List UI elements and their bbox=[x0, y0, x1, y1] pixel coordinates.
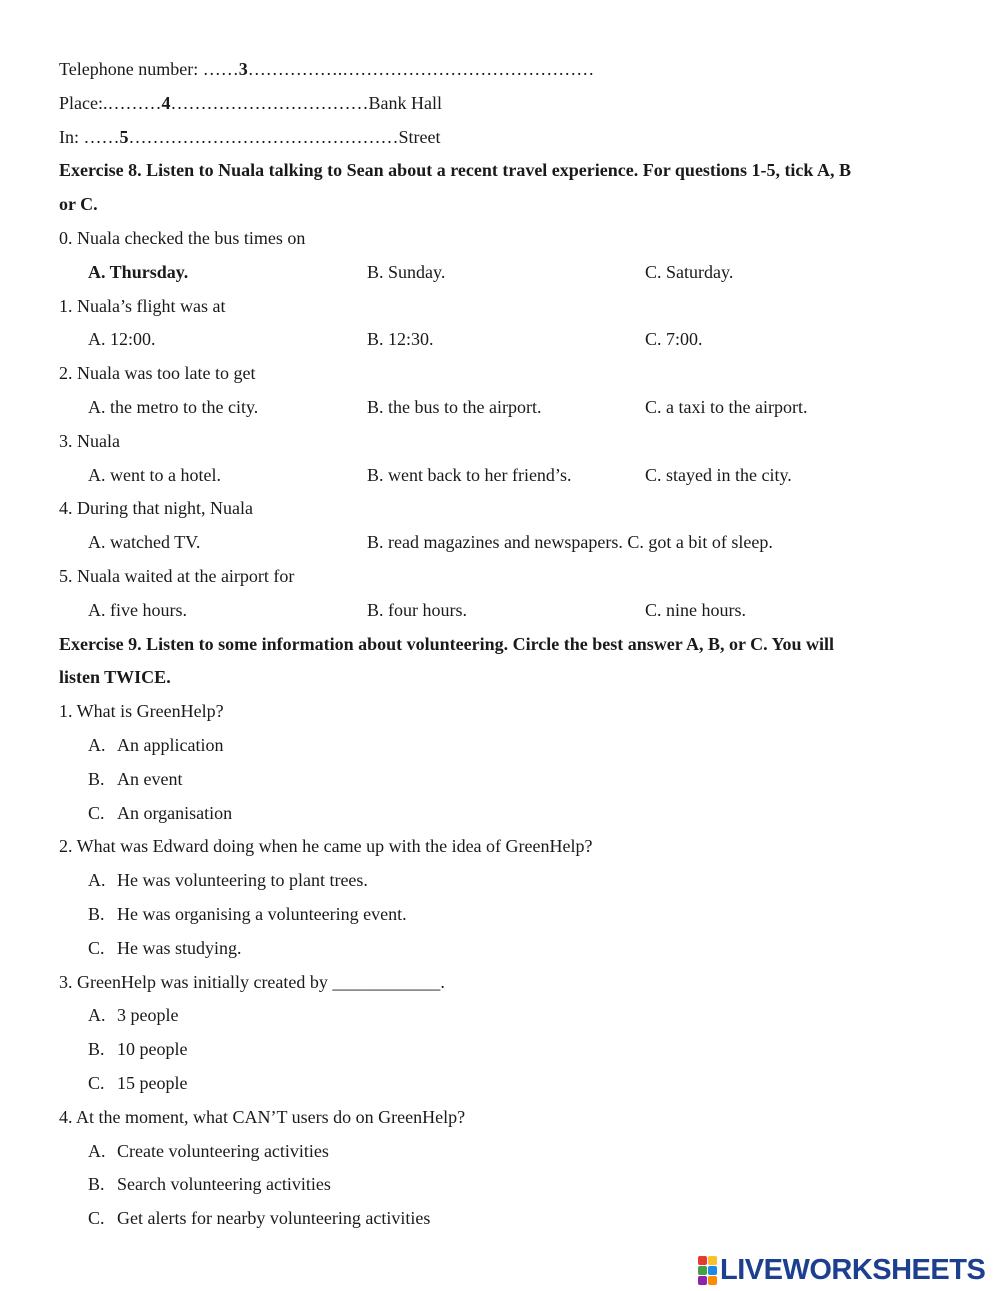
ex8-option-c[interactable]: C. a taxi to the airport. bbox=[645, 396, 808, 417]
ex8-option-a[interactable]: A. five hours. bbox=[88, 599, 187, 620]
ex8-option-b[interactable]: B. Sunday. bbox=[367, 261, 446, 282]
field-place: Place:.………4……………………………Bank Hall bbox=[59, 92, 442, 113]
field-telephone: Telephone number: ……3…………….…………………………………… bbox=[59, 59, 595, 79]
exercise9-heading: Exercise 9. Listen to some information about volunteering. Circle the best answer A, B, or C. You will bbox=[59, 633, 834, 654]
ex8-option-b[interactable]: B. 12:30. bbox=[367, 329, 434, 350]
ex8-question: 5. Nuala waited at the airport for bbox=[59, 565, 295, 586]
ex9-option[interactable]: B. An event bbox=[88, 768, 183, 789]
ex8-option-b[interactable]: B. went back to her friend’s. bbox=[367, 464, 572, 485]
ex9-option[interactable]: B. 10 people bbox=[88, 1039, 188, 1060]
ex9-option[interactable]: C. An organisation bbox=[88, 802, 233, 823]
ex8-option-b[interactable]: B. the bus to the airport. bbox=[367, 396, 542, 417]
ex9-option[interactable]: B. Search volunteering activities bbox=[88, 1174, 331, 1195]
ex9-option[interactable]: C. 15 people bbox=[88, 1072, 188, 1093]
ex9-question: 3. GreenHelp was initially created by ____________. bbox=[59, 971, 445, 992]
ex9-question: 1. What is GreenHelp? bbox=[59, 701, 224, 722]
ex8-question: 0. Nuala checked the bus times on bbox=[59, 227, 306, 248]
logo-text: LIVEWORKSHEETS bbox=[720, 1253, 986, 1286]
ex8-option-b[interactable]: B. four hours. bbox=[367, 599, 467, 620]
exercise8-heading-cont: or C. bbox=[59, 194, 98, 215]
ex9-option[interactable]: A. He was volunteering to plant trees. bbox=[88, 870, 368, 891]
field-number: 4 bbox=[161, 92, 171, 113]
ex9-option[interactable]: A. Create volunteering activities bbox=[88, 1140, 329, 1161]
ex8-question: 2. Nuala was too late to get bbox=[59, 363, 256, 384]
ex8-option-c[interactable]: C. stayed in the city. bbox=[645, 464, 792, 485]
ex9-option[interactable]: C. Get alerts for nearby volunteering activities bbox=[88, 1208, 431, 1229]
ex8-option-a[interactable]: A. the metro to the city. bbox=[88, 396, 259, 417]
ex8-options-row bbox=[59, 526, 949, 560]
exercise8-heading: Exercise 8. Listen to Nuala talking to Sean about a recent travel experience. For questions 1-5, tick A, B bbox=[59, 160, 851, 181]
ex8-option-a[interactable]: A. went to a hotel. bbox=[88, 464, 221, 485]
ex8-question: 3. Nuala bbox=[59, 430, 120, 451]
field-number: 3 bbox=[238, 59, 248, 79]
ex8-option-a[interactable]: A. 12:00. bbox=[88, 329, 156, 350]
ex8-options-row bbox=[59, 323, 949, 357]
ex9-option[interactable]: C. He was studying. bbox=[88, 937, 242, 958]
ex8-question: 4. During that night, Nuala bbox=[59, 498, 253, 519]
ex9-option[interactable]: A. 3 people bbox=[88, 1005, 179, 1026]
liveworksheets-logo bbox=[698, 1254, 992, 1286]
ex8-option-a-selected: A. Thursday. bbox=[88, 261, 189, 282]
ex9-option[interactable]: A. An application bbox=[88, 734, 224, 755]
field-number: 5 bbox=[119, 126, 129, 147]
field-street: In: ……5………………………………………Street bbox=[59, 126, 441, 147]
logo-blocks-icon bbox=[698, 1256, 717, 1285]
ex9-question: 4. At the moment, what CAN’T users do on GreenHelp? bbox=[59, 1106, 466, 1127]
ex8-option-b-and-c[interactable]: B. read magazines and newspapers. C. got a bit of sleep. bbox=[367, 532, 773, 553]
ex8-options-row bbox=[59, 391, 949, 425]
ex8-option-c[interactable]: C. nine hours. bbox=[645, 599, 746, 620]
exercise9-heading-cont: listen TWICE. bbox=[59, 667, 171, 688]
ex8-options-row bbox=[59, 256, 949, 290]
ex9-option[interactable]: B. He was organising a volunteering event. bbox=[88, 903, 407, 924]
ex8-options-row bbox=[59, 459, 949, 493]
ex8-options-row bbox=[59, 594, 949, 628]
ex8-question: 1. Nuala’s flight was at bbox=[59, 295, 226, 316]
ex8-option-c[interactable]: C. Saturday. bbox=[645, 261, 734, 282]
ex9-question: 2. What was Edward doing when he came up with the idea of GreenHelp? bbox=[59, 836, 593, 857]
worksheet-page bbox=[59, 53, 949, 1236]
ex8-option-a[interactable]: A. watched TV. bbox=[88, 532, 201, 553]
ex8-option-c[interactable]: C. 7:00. bbox=[645, 329, 703, 350]
